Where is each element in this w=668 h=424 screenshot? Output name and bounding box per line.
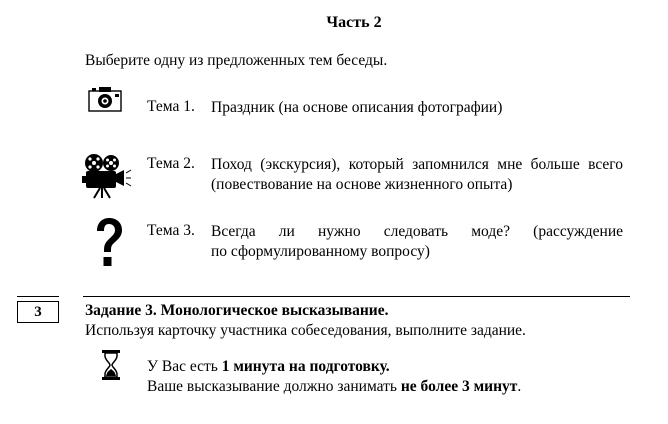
topic-3-text: Всегда ли нужно следовать моде? (рассуждение (211, 223, 623, 240)
topic-2-label: Тема 2. (147, 155, 195, 172)
duration-bold: не более 3 минут (400, 378, 518, 395)
topic-1-text: Праздник (на основе описания фотографии) (211, 99, 503, 116)
prep-time-bold: 1 минута на подготовку. (221, 358, 390, 375)
camera-icon (88, 86, 122, 117)
topic-3-text-cont: по сформулированному вопросу) (211, 243, 430, 260)
task-number-box: 3 (17, 301, 59, 323)
film-projector-icon (80, 153, 132, 204)
task-heading: Задание 3. Монологическое высказывание. (85, 302, 389, 319)
hourglass-icon (101, 349, 121, 386)
task-description: Используя карточку участника собеседования, выполните задание. (85, 322, 526, 339)
prep-time-line: У Вас есть 1 минута на подготовку. (147, 358, 390, 375)
part-title: Часть 2 (326, 14, 382, 31)
duration-line: Ваше высказывание должно занимать не более 3 минут. (147, 378, 522, 395)
task-separator-right (83, 296, 630, 297)
topic-2-text: Поход (экскурсия), который запомнился мне больше всего (повествование на основе жизненного опыта) (211, 156, 623, 193)
topic-1-label: Тема 1. (147, 98, 195, 115)
topic-3-label: Тема 3. (147, 222, 195, 239)
intro-text: Выберите одну из предложенных тем беседы. (85, 52, 388, 69)
question-mark-icon (91, 217, 127, 274)
task-separator-left (17, 296, 59, 297)
